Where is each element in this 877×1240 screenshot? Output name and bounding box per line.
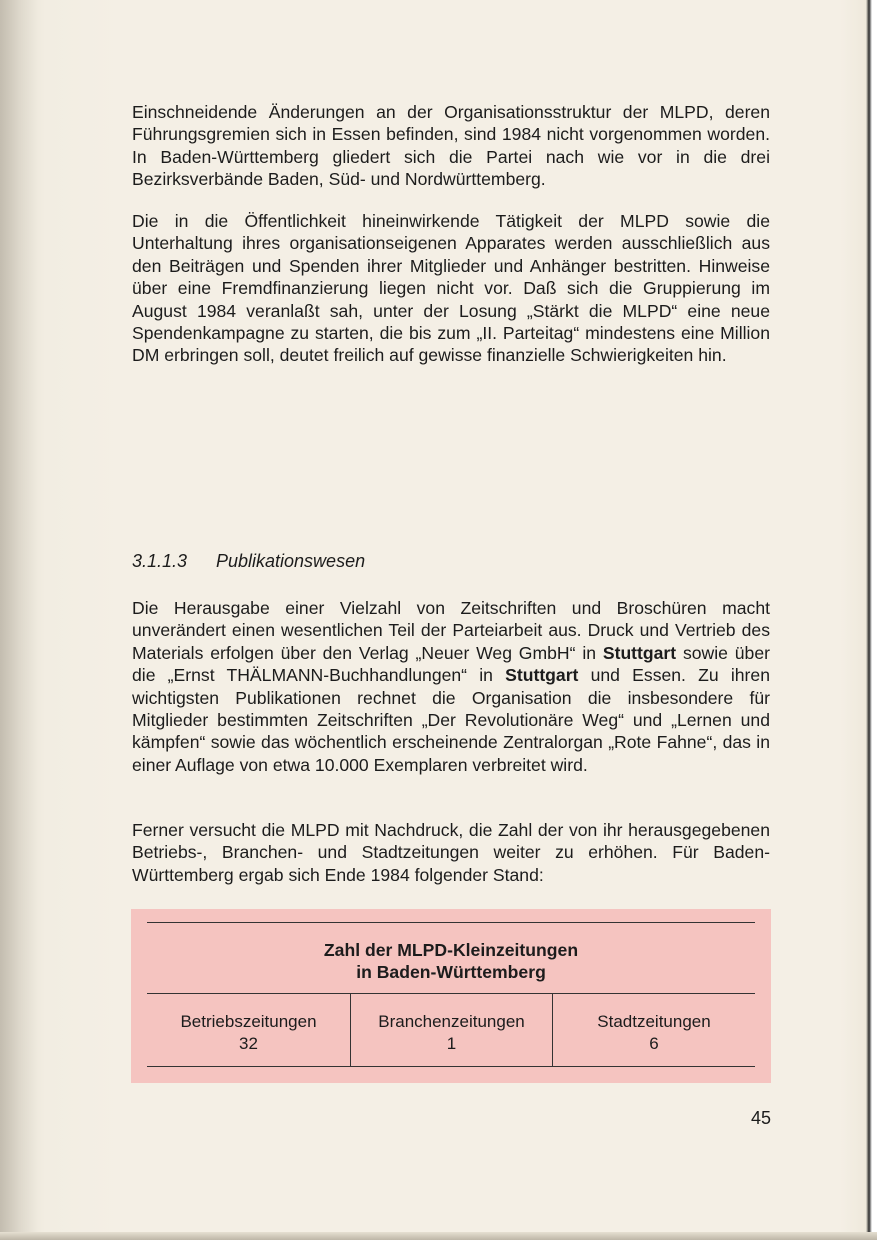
paragraph-publications [132,597,770,776]
table-title [147,939,755,983]
table-cell-stadtzeitungen [553,1011,755,1055]
column-label: Stadtzeitungen [597,1012,711,1031]
table-top-rule [147,922,755,923]
section-number: 3.1.1.3 [132,551,188,571]
statistics-table [131,909,771,1083]
column-label: Branchenzeitungen [378,1012,525,1031]
paragraph-local-papers: Ferner versucht die MLPD mit Nachdruck, die Zahl der von ihr herausgegebenen Betriebs-, Branchen- und Stadtzeitungen weiter zu erhöhen. Für Baden-Württemberg ergab sich Ende 1984 folgender Stand: [132,820,770,885]
table-cell-branchenzeitungen [351,1011,552,1055]
paragraph-organisation: Einschneidende Änderungen an der Organisationsstruktur der MLPD, deren Führungsgremien sich in Essen befinden, sind 1984 nicht vorgenommen worden. In Baden-Württemberg gliedert sich die Partei nach wie vor in die drei Bezirksverbände Baden, Süd- und Nordwürttemberg. [132,102,770,190]
section-heading [132,551,365,572]
paragraph-publications-part2: sowie über die „Ernst THÄLMANN-Buchhandlungen“ in [132,642,770,686]
bold-place-stuttgart-1: Stuttgart [602,642,677,663]
paragraph-publications-part3: und Essen. Zu ihren wichtigsten Publikationen rechnet die Organisation die insbesondere für Mitglieder bestimmten Zeitschriften „Der Revolutionäre Weg“ und „Lernen und kämpfen“ sowie das wöchentlich erscheinende Zentralorgan „Rote Fahne“, das in einer Auflage von etwa 10.000 Exemplaren verbreitet wird. [132,665,770,775]
table-title-line-2: in Baden-Württemberg [356,962,546,982]
paragraph-publications-part1: Die Herausgabe einer Vielzahl von Zeitschriften und Broschüren macht unverändert einen wesentlichen Teil der Parteiarbeit aus. Druck und Vertrieb des Materials erfolgen über den Verlag „Neuer Weg GmbH“ in [132,598,770,663]
book-spine-shadow [0,0,38,1240]
table-bottom-rule [147,1066,755,1067]
page-number: 45 [750,1108,771,1128]
table-title-line-1: Zahl der MLPD-Kleinzeitungen [323,940,579,960]
table-header-rule [147,993,755,994]
paragraph-finances: Die in die Öffentlichkeit hineinwirkende Tätigkeit der MLPD sowie die Unterhaltung ihres organisationseigenen Apparates werden ausschließlich aus den Beiträgen und Spenden ihrer Mitglieder und Anhänger bestritten. Hinweise über eine Fremdfinanzierung liegen nicht vor. Daß sich die Gruppierung im August 1984 veranlaßt sah, unter der Losung „Stärkt die MLPD“ eine neue Spendenkampagne zu starten, die bis zum „II. Parteitag“ mindestens eine Million DM erbringen soll, deutet freilich auf gewisse finanzielle Schwierigkeiten hin. [132,211,770,366]
page-bottom-edge [0,1232,877,1240]
column-value: 1 [446,1034,457,1053]
table-cell-betriebszeitungen [147,1011,350,1055]
column-value: 6 [649,1034,659,1053]
bold-place-stuttgart-2: Stuttgart [505,665,579,686]
column-value: 32 [239,1034,258,1053]
section-title: Publikationswesen [216,551,366,571]
column-label: Betriebszeitungen [180,1012,317,1031]
